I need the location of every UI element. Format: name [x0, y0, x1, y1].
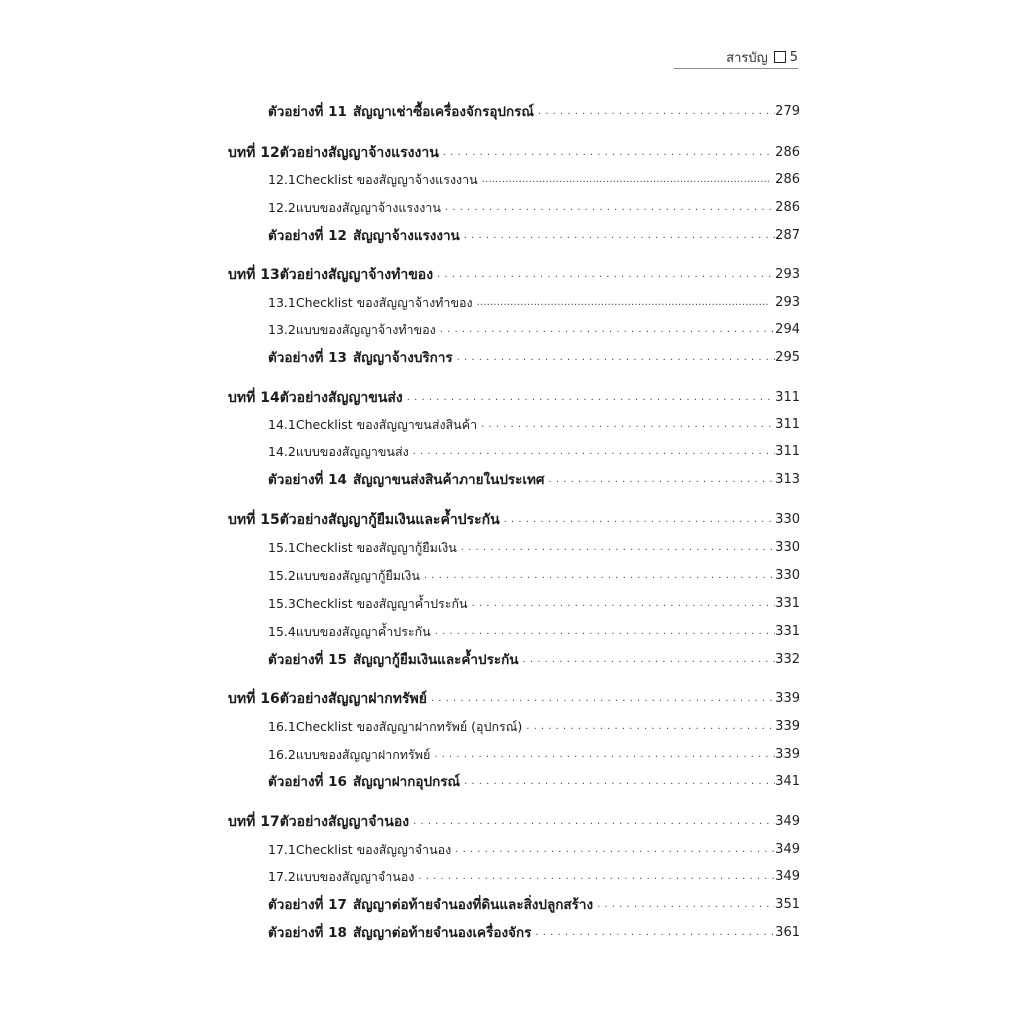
- entry-title: ตัวอย่างสัญญาจำนอง: [279, 814, 410, 830]
- entry-title: แบบของสัญญาจ้างแรงงาน: [295, 200, 441, 215]
- dot-leader: [535, 924, 775, 944]
- section-number: 13.1: [268, 295, 296, 310]
- page-number: 311: [775, 390, 800, 405]
- section-number: 15.4: [268, 624, 296, 639]
- page-number: 293: [775, 295, 800, 310]
- dot-leader: [464, 227, 775, 247]
- entry-title: สัญญาฝากอุปกรณ์: [352, 774, 461, 790]
- dot-leader: [504, 511, 776, 531]
- page-number: 330: [775, 568, 800, 583]
- dot-leader: [413, 443, 775, 463]
- toc-section-entry[interactable]: [268, 839, 800, 861]
- entry-label: ตัวอย่างที่ 12: [268, 228, 347, 244]
- toc-chapter-entry[interactable]: [228, 811, 800, 833]
- section-number: 17.2: [268, 869, 296, 884]
- page-number: 349: [775, 814, 800, 829]
- entry-title: ตัวอย่างสัญญาจ้างทำของ: [279, 267, 434, 283]
- section-number: 14.2: [268, 444, 296, 459]
- page-number: 331: [775, 624, 800, 639]
- entry-title: แบบของสัญญาฝากทรัพย์: [295, 747, 431, 762]
- entry-title: ตัวอย่างสัญญาจ้างแรงงาน: [279, 145, 439, 161]
- section-number: 15.1: [268, 540, 296, 555]
- entry-label: ตัวอย่างที่ 17: [268, 897, 347, 913]
- dot-leader: [481, 416, 775, 436]
- toc-chapter-entry[interactable]: [228, 509, 800, 531]
- toc-section-entry[interactable]: [268, 866, 800, 888]
- entry-label: ตัวอย่างที่ 14: [268, 472, 347, 488]
- dot-leader: [455, 841, 775, 861]
- page-number: 351: [775, 897, 800, 912]
- entry-title: สัญญาเช่าซื้อเครื่องจักรอุปกรณ์: [352, 104, 534, 120]
- page-number: 293: [775, 267, 800, 282]
- entry-title: Checklist ของสัญญาจำนอง: [295, 842, 452, 857]
- dot-leader: [482, 171, 769, 191]
- entry-label: บทที่ 17: [228, 814, 280, 830]
- dot-leader: [431, 690, 775, 710]
- entry-title: ตัวอย่างสัญญากู้ยืมเงินและค้ำประกัน: [279, 512, 500, 528]
- dot-leader: [434, 746, 775, 766]
- page-number: 341: [775, 774, 800, 789]
- dot-leader: [538, 103, 775, 123]
- page-number: 330: [775, 540, 800, 555]
- section-number: 15.2: [268, 568, 296, 583]
- dot-leader: [443, 144, 775, 164]
- entry-title: สัญญาต่อท้ายจำนองเครื่องจักร: [352, 925, 532, 941]
- toc-section-entry[interactable]: [268, 593, 800, 615]
- section-number: 14.1: [268, 417, 296, 432]
- dot-leader: [477, 294, 769, 314]
- entry-label: บทที่ 12: [228, 145, 280, 161]
- page-number: 311: [775, 417, 800, 432]
- dot-leader: [457, 349, 776, 369]
- toc-sample-entry[interactable]: [268, 225, 800, 247]
- toc-section-entry[interactable]: [268, 744, 800, 766]
- page-number: 287: [775, 228, 800, 243]
- toc-chapter-entry[interactable]: [228, 264, 800, 286]
- toc-chapter-entry[interactable]: [228, 387, 800, 409]
- dot-leader: [464, 773, 775, 793]
- toc-section-entry[interactable]: [268, 414, 800, 436]
- toc-sample-entry[interactable]: [268, 922, 800, 944]
- entry-title: แบบของสัญญาค้ำประกัน: [295, 624, 431, 639]
- toc-sample-entry[interactable]: [268, 469, 800, 491]
- entry-title: สัญญาจ้างบริการ: [352, 350, 453, 366]
- entry-label: บทที่ 14: [228, 390, 280, 406]
- entry-label: บทที่ 15: [228, 512, 280, 528]
- page-number: 295: [775, 350, 800, 365]
- dot-leader: [413, 813, 775, 833]
- dot-leader: [549, 471, 776, 491]
- page-number: 330: [775, 512, 800, 527]
- toc-section-entry[interactable]: [268, 292, 800, 314]
- toc-sample-entry[interactable]: [268, 649, 800, 671]
- toc-sample-entry[interactable]: [268, 347, 800, 369]
- toc-sample-entry[interactable]: [268, 894, 800, 916]
- entry-label: บทที่ 16: [228, 691, 280, 707]
- entry-title: สัญญากู้ยืมเงินและค้ำประกัน: [352, 652, 519, 668]
- section-number: 17.1: [268, 842, 296, 857]
- page-number: 361: [775, 925, 800, 940]
- toc-section-entry[interactable]: [268, 169, 800, 191]
- toc-chapter-entry[interactable]: [228, 142, 800, 164]
- dot-leader: [445, 199, 775, 219]
- toc-section-entry[interactable]: [268, 441, 800, 463]
- entry-title: สัญญาขนส่งสินค้าภายในประเทศ: [352, 472, 545, 488]
- dot-leader: [424, 567, 775, 587]
- dot-leader: [472, 595, 776, 615]
- page-number: 349: [775, 842, 800, 857]
- dot-leader: [407, 389, 775, 409]
- entry-title: แบบของสัญญาจำนอง: [295, 869, 415, 884]
- page-number: 332: [775, 652, 800, 667]
- page-number: 286: [775, 200, 800, 215]
- entry-title: แบบของสัญญาขนส่ง: [295, 444, 409, 459]
- section-number: 12.2: [268, 200, 296, 215]
- dot-leader: [526, 718, 775, 738]
- header-page-number: 5: [789, 49, 798, 65]
- entry-label: บทที่ 13: [228, 267, 280, 283]
- entry-title: ตัวอย่างสัญญาขนส่ง: [279, 390, 403, 406]
- entry-title: แบบของสัญญากู้ยืมเงิน: [295, 568, 420, 583]
- page-number: 294: [775, 322, 800, 337]
- entry-label: ตัวอย่างที่ 18: [268, 925, 347, 941]
- entry-title: Checklist ของสัญญากู้ยืมเงิน: [295, 540, 457, 555]
- toc-section-entry[interactable]: [268, 319, 800, 341]
- page-number: 286: [775, 145, 800, 160]
- entry-title: Checklist ของสัญญาขนส่งสินค้า: [295, 417, 478, 432]
- toc-chapter-entry[interactable]: [228, 688, 800, 710]
- dot-leader: [435, 623, 775, 643]
- entry-title: Checklist ของสัญญาจ้างทำของ: [295, 295, 473, 310]
- entry-label: ตัวอย่างที่ 15: [268, 652, 347, 668]
- page-number: 331: [775, 596, 800, 611]
- entry-title: สัญญาจ้างแรงงาน: [352, 228, 460, 244]
- dot-leader: [597, 896, 775, 916]
- entry-label: ตัวอย่างที่ 11: [268, 104, 347, 120]
- page-number: 279: [775, 104, 800, 119]
- section-number: 13.2: [268, 322, 296, 337]
- dot-leader: [461, 539, 775, 559]
- section-number: 12.1: [268, 172, 296, 187]
- page-number: 313: [775, 472, 800, 487]
- entry-title: ตัวอย่างสัญญาฝากทรัพย์: [279, 691, 427, 707]
- header-title: สารบัญ: [726, 50, 768, 66]
- toc-section-entry[interactable]: [268, 537, 800, 559]
- dot-leader: [437, 266, 775, 286]
- entry-title: Checklist ของสัญญาฝากทรัพย์ (อุปกรณ์): [295, 719, 523, 734]
- toc-section-entry[interactable]: [268, 716, 800, 738]
- toc-sample-entry[interactable]: [268, 771, 800, 793]
- dot-leader: [440, 321, 775, 341]
- toc-sample-entry[interactable]: [268, 101, 800, 123]
- section-number: 16.1: [268, 719, 296, 734]
- dot-leader: [418, 868, 775, 888]
- page-number: 349: [775, 869, 800, 884]
- entry-label: ตัวอย่างที่ 16: [268, 774, 347, 790]
- toc-section-entry[interactable]: [268, 621, 800, 643]
- entry-title: แบบของสัญญาจ้างทำของ: [295, 322, 436, 337]
- entry-label: ตัวอย่างที่ 13: [268, 350, 347, 366]
- page-number: 339: [775, 691, 800, 706]
- page-number: 339: [775, 719, 800, 734]
- entry-title: สัญญาต่อท้ายจำนองที่ดินและสิ่งปลูกสร้าง: [352, 897, 594, 913]
- page-number: 311: [775, 444, 800, 459]
- entry-title: Checklist ของสัญญาค้ำประกัน: [295, 596, 468, 611]
- section-number: 16.2: [268, 747, 296, 762]
- entry-title: Checklist ของสัญญาจ้างแรงงาน: [295, 172, 478, 187]
- page-number: 339: [775, 747, 800, 762]
- dot-leader: [523, 651, 776, 671]
- section-number: 15.3: [268, 596, 296, 611]
- toc-section-entry[interactable]: [268, 197, 800, 219]
- page-number: 286: [775, 172, 800, 187]
- toc-section-entry[interactable]: [268, 565, 800, 587]
